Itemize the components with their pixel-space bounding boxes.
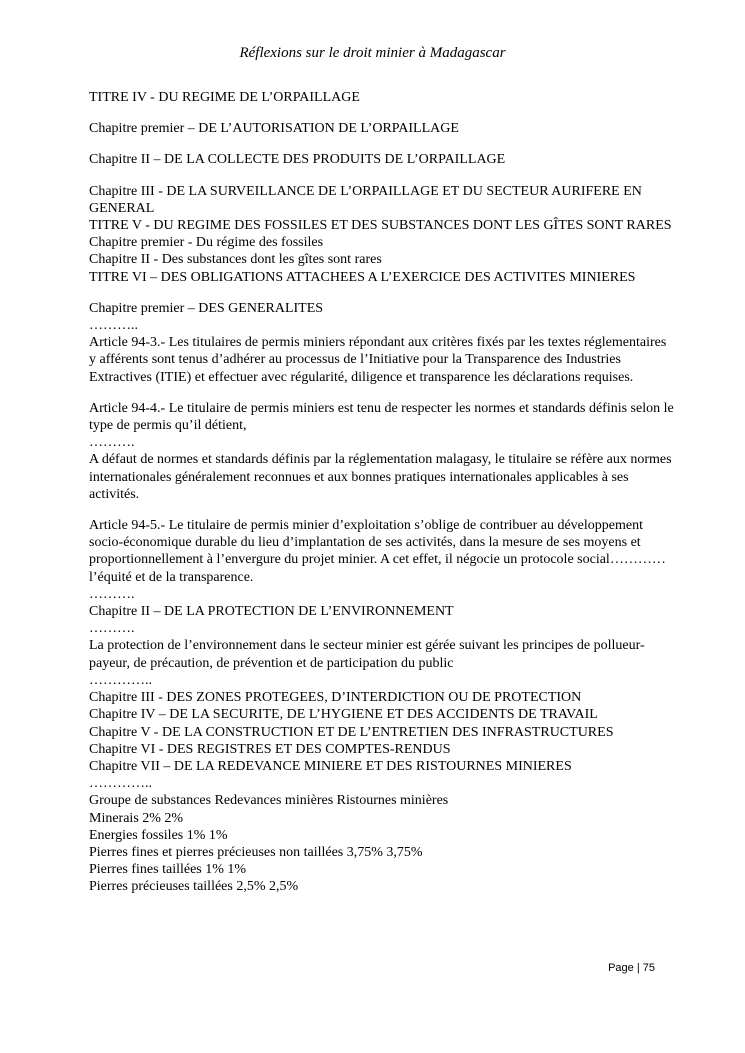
article-94-4-paragraph: Article 94-4.- Le titulaire de permis miniers est tenu de respecter les normes et standards définis selon le type de permis qu’il détient, bbox=[89, 400, 674, 434]
ellipsis-line: ……….. bbox=[89, 318, 138, 334]
section-heading-titre-v: TITRE V - DU REGIME DES FOSSILES ET DES SUBSTANCES DONT LES GÎTES SONT RARES bbox=[89, 218, 672, 234]
chapter-heading: Chapitre III - DE LA SURVEILLANCE DE L’ORPAILLAGE ET DU SECTEUR AURIFERE EN GENERAL bbox=[89, 183, 642, 216]
standards-paragraph: A défaut de normes et standards définis par la réglementation malagasy, le titulaire se réfère aux normes internationales généralement reconnues et aux bonnes pratiques internationales applicables à ses activités. bbox=[89, 452, 672, 502]
ellipsis-line: ………. bbox=[89, 435, 135, 451]
chapter-heading: Chapitre V - DE LA CONSTRUCTION ET DE L’ENTRETIEN DES INFRASTRUCTURES bbox=[89, 724, 614, 740]
royalty-row: Pierres fines et pierres précieuses non taillées 3,75% 3,75% bbox=[89, 844, 423, 860]
document-body bbox=[89, 89, 674, 896]
environment-paragraph: La protection de l’environnement dans le secteur minier est gérée suivant les principes de pollueur-payeur, de précaution, de prévention et de participation du public bbox=[89, 638, 645, 671]
section-heading-titre-vi: TITRE VI – DES OBLIGATIONS ATTACHEES A L’EXERCICE DES ACTIVITES MINIERES bbox=[89, 269, 636, 285]
ellipsis-line: ………. bbox=[89, 621, 135, 637]
chapter-heading: Chapitre premier – DES GENERALITES bbox=[89, 300, 324, 316]
article-94-3-paragraph: Article 94-3.- Les titulaires de permis miniers répondant aux critères fixés par les textes réglementaires y afférents sont tenus d’adhérer au processus de l’Initiative pour la Transparence des Industries Extractives (ITIE) et effectuer avec régularité, diligence et transparence les déclarations requises. bbox=[89, 335, 667, 385]
section-heading-titre-iv: TITRE IV - DU REGIME DE L’ORPAILLAGE bbox=[89, 90, 360, 105]
chapter-heading: Chapitre II – DE LA PROTECTION DE L’ENVIRONNEMENT bbox=[89, 604, 454, 620]
running-header: Réflexions sur le droit minier à Madagascar bbox=[239, 45, 506, 61]
ellipsis-line: ………. bbox=[89, 586, 135, 602]
royalty-row: Pierres précieuses taillées 2,5% 2,5% bbox=[89, 879, 299, 895]
chapter-heading: Chapitre VII – DE LA REDEVANCE MINIERE ET DES RISTOURNES MINIERES bbox=[89, 758, 572, 774]
royalty-row: Energies fossiles 1% 1% bbox=[89, 827, 228, 843]
chapter-heading: Chapitre premier - Du régime des fossiles bbox=[89, 235, 324, 251]
ellipsis-line: ………….. bbox=[89, 672, 152, 688]
page-number: Page | 75 bbox=[608, 962, 655, 974]
chapter-heading: Chapitre II - Des substances dont les gîtes sont rares bbox=[89, 252, 382, 268]
royalty-row: Pierres fines taillées 1% 1% bbox=[89, 862, 247, 878]
chapter-heading: Chapitre III - DES ZONES PROTEGEES, D’INTERDICTION OU DE PROTECTION bbox=[89, 690, 582, 706]
article-94-5-paragraph: Article 94-5.- Le titulaire de permis minier d’exploitation s’oblige de contribuer au développement socio-économique durable du lieu d’implantation de ses activités, dans la mesure de ses moyens et proportionnellement à l’envergure du projet minier. A cet effet, il négocie un protocole social………… l’équité et de la transparence. bbox=[89, 518, 666, 585]
chapter-heading: Chapitre premier – DE L’AUTORISATION DE L’ORPAILLAGE bbox=[89, 121, 459, 137]
ellipsis-line: ………….. bbox=[89, 776, 152, 792]
chapter-heading: Chapitre II – DE LA COLLECTE DES PRODUITS DE L’ORPAILLAGE bbox=[89, 152, 506, 168]
royalty-table-header: Groupe de substances Redevances minières Ristournes minières bbox=[89, 793, 449, 809]
chapter-heading: Chapitre IV – DE LA SECURITE, DE L’HYGIENE ET DES ACCIDENTS DE TRAVAIL bbox=[89, 707, 598, 723]
chapter-heading: Chapitre VI - DES REGISTRES ET DES COMPTES-RENDUS bbox=[89, 741, 451, 757]
royalty-row: Minerais 2% 2% bbox=[89, 810, 184, 826]
